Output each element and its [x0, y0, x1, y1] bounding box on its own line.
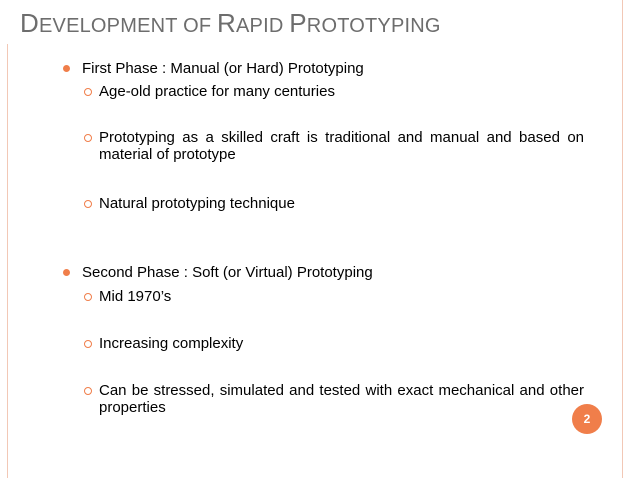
bullet-second-phase [63, 264, 373, 281]
ring-bullet-icon [84, 88, 92, 96]
bullet-first-phase [63, 60, 364, 77]
title-part-apid: APID [236, 15, 290, 37]
ring-bullet-icon [84, 387, 92, 395]
sub-bullet-skilled-craft [84, 129, 584, 163]
sub-bullet-text: Mid 1970’s [99, 288, 172, 305]
sub-bullet-text: Prototyping as a skilled craft is traditional and manual and based on material of prototype [99, 129, 584, 163]
ring-bullet-icon [84, 134, 92, 142]
sub-bullet-age-old [84, 83, 584, 100]
bullet-text: Second Phase : Soft (or Virtual) Prototyping [82, 264, 373, 281]
bullet-dot-icon [63, 65, 70, 72]
sub-bullet-text: Increasing complexity [99, 335, 244, 352]
title-cap-d: D [20, 8, 39, 38]
page-number-badge: 2 [572, 404, 602, 434]
sub-bullet-natural-technique [84, 195, 584, 212]
title-part-evelopment: EVELOPMENT OF [38, 15, 218, 37]
ring-bullet-icon [84, 340, 92, 348]
ring-bullet-icon [84, 293, 92, 301]
sub-bullet-stressed-simulated [84, 382, 584, 416]
sub-bullet-mid-1970s [84, 288, 584, 305]
title-part-rototyping: ROTOTYPING [306, 15, 441, 37]
title-cap-p: P [289, 8, 307, 38]
ring-bullet-icon [84, 200, 92, 208]
title-cap-r: R [217, 8, 236, 38]
bullet-text: First Phase : Manual (or Hard) Prototyping [82, 60, 364, 77]
bullet-dot-icon [63, 269, 70, 276]
left-border-rule [7, 44, 8, 478]
sub-bullet-complexity [84, 335, 584, 352]
right-border-rule [622, 0, 623, 478]
slide-title [20, 8, 441, 41]
sub-bullet-text: Can be stressed, simulated and tested with exact mechanical and other properties [99, 382, 584, 416]
sub-bullet-text: Natural prototyping technique [99, 195, 295, 212]
sub-bullet-text: Age-old practice for many centuries [99, 83, 335, 100]
